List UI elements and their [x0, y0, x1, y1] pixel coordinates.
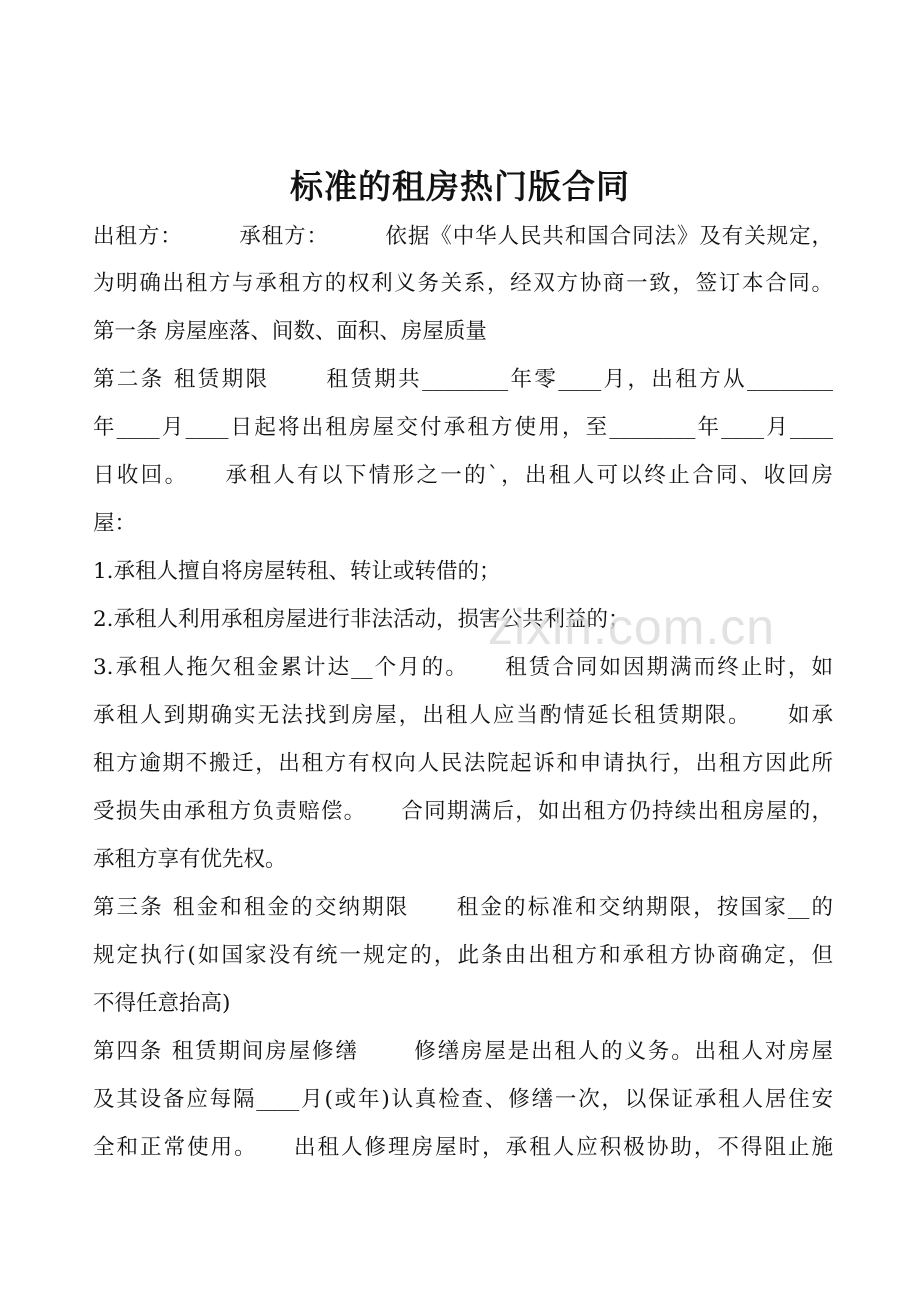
text-line-15: 第三条 租金和租金的交纳期限 租金的标准和交纳期限，按国家__的 [93, 895, 833, 920]
text-line-19: 及其设备应每隔____月(或年)认真检查、修缮一次，以保证承租人居住安 [93, 1087, 833, 1112]
text-line-5: 年____月____日起将出租房屋交付承租方使用，至________年____月____ [93, 415, 833, 440]
text-line-18: 第四条 租赁期间房屋修缮 修缮房屋是出租人的义务。出租人对房屋 [93, 1039, 833, 1064]
text-line-6: 日收回。 承租人有以下情形之一的`，出租人可以终止合同、收回房 [93, 463, 833, 488]
text-line-13: 受损失由承租方负责赔偿。 合同期满后，如出租方仍持续出租房屋的， [93, 799, 833, 824]
text-line-10: 3.承租人拖欠租金累计达__个月的。 租赁合同如因期满而终止时，如 [93, 655, 833, 680]
text-line-7: 屋： [93, 511, 137, 536]
text-line-9: 2.承租人利用承租房屋进行非法活动，损害公共利益的； [93, 607, 630, 632]
watermark-text: zixin.com.cn [488, 599, 776, 655]
text-line-2: 为明确出租方与承租方的权利义务关系，经双方协商一致，签订本合同。 [93, 271, 833, 296]
document-title: 标准的租房热门版合同 [290, 167, 630, 206]
text-line-17: 不得任意抬高) [93, 991, 231, 1016]
text-line-12: 租方逾期不搬迁，出租方有权向人民法院起诉和申请执行，出租方因此所 [93, 751, 833, 776]
text-line-11: 承租人到期确实无法找到房屋，出租人应当酌情延长租赁期限。 如承 [93, 703, 833, 728]
text-line-4: 第二条 租赁期限 租赁期共________年零____月，出租方从________ [93, 367, 833, 392]
text-line-3: 第一条 房屋座落、间数、面积、房屋质量 [93, 319, 487, 344]
text-line-1: 出租方： 承租方： 依据《中华人民共和国合同法》及有关规定， [93, 224, 833, 249]
text-line-20: 全和正常使用。 出租人修理房屋时，承租人应积极协助，不得阻止施 [93, 1135, 833, 1160]
text-line-16: 规定执行(如国家没有统一规定的，此条由出租方和承租方协商确定，但 [93, 943, 833, 968]
text-line-8: 1.承租人擅自将房屋转租、转让或转借的； [93, 559, 501, 584]
text-line-14: 承租方享有优先权。 [93, 847, 287, 872]
